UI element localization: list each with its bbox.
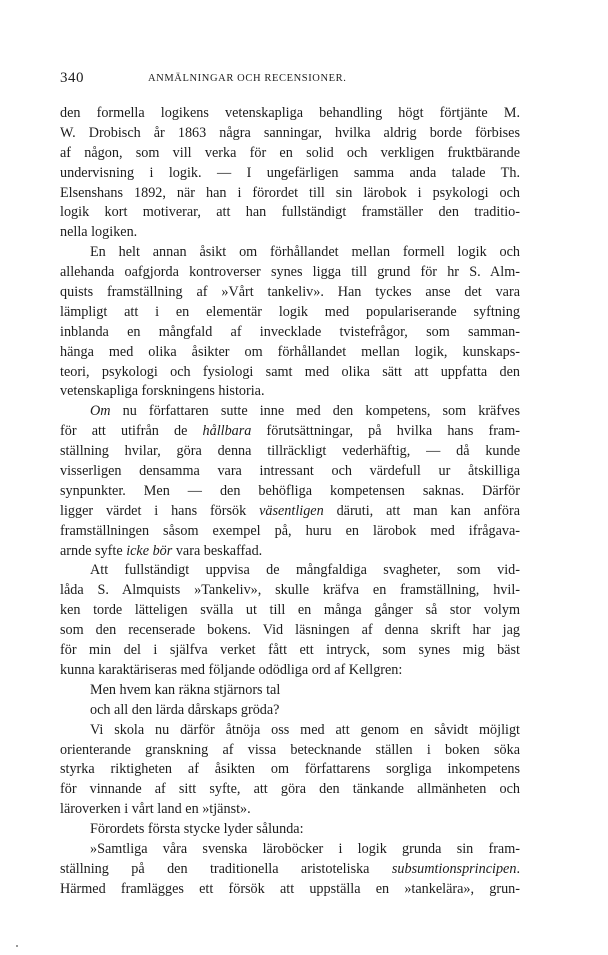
page-number: 340 [60, 70, 84, 86]
text-line [60, 502, 520, 522]
verse-line: Men hvem kan räkna stjärnors tal [90, 681, 281, 698]
text-line: Elsenshans 1892, när han i förordet till sin lärobok i psykologi och [60, 184, 520, 201]
text-line: ställning hvilar, göra denna tillräckligt vederhäftig, — då kunde [60, 443, 520, 460]
text-line: ken torde lätteligen svälla ut till en många gånger så stor volym [60, 602, 520, 619]
text-line: vetenskapliga forskningens historia. [60, 383, 265, 400]
text-line: Vi skola nu därför åtnöja oss med att genom en såvidt möjligt [90, 721, 520, 738]
text-run: arnde syfte [60, 542, 127, 559]
text-line: orienterande granskning af vissa betecknande ställen i boken söka [60, 741, 520, 758]
text-line: En helt annan åsikt om förhållandet mellan formell logik och [90, 244, 520, 261]
text-line: som den recenserade bokens. Vid läsningen af denna skrift har jag [60, 622, 520, 639]
italic-text: Om [90, 403, 111, 420]
text-run: förutsättningar, på hvilka hans fram- [251, 423, 520, 440]
text-line: teori, psykologi och fysiologi samt med olika sätt att uppfatta den [60, 363, 520, 380]
text-line: kunna karaktäriseras med följande odödliga ord af Kellgren: [60, 661, 403, 678]
text-line: Härmed framlägges ett försök att uppställa en »tankelära», grun- [60, 880, 520, 897]
text-run: för att utifrån de [60, 423, 203, 440]
text-line [60, 840, 520, 860]
text-line: undervisning i logik. — I ungefärligen samma anda talade Th. [60, 164, 520, 181]
text-run: nu författaren sutte inne med den kompetens, som kräfves [110, 403, 520, 420]
page-speck [16, 945, 18, 947]
text-line: styrka riktigheten af åsikten om författarens sorgliga inkompetens [60, 761, 520, 778]
text-line: inblanda en mångfald af invecklade tvistefrågor, som samman- [60, 323, 520, 340]
text-line: den formella logikens vetenskapliga behandling högt förtjänte M. [60, 105, 520, 121]
text-line: hänga med olika åsikter om förhållandet mellan logik, kunskaps- [60, 343, 520, 360]
text-line [60, 402, 520, 422]
text-line: quists framställning af »Vårt tankeliv». Han tyckes anse det vara [60, 284, 520, 301]
text-line [60, 542, 520, 562]
text-line: låda S. Almquists »Tankeliv», skulle kräfva en framställning, hvil- [60, 582, 520, 599]
italic-text: subsumtionsprincipen [391, 860, 517, 877]
text-line: Att fullständigt uppvisa de mångfaldiga svagheter, som vid- [90, 562, 520, 579]
text-line: framställningen såsom exempel på, huru en lärobok med ifrågava- [60, 522, 520, 539]
text-run: ligger värdet i hans försök [60, 502, 260, 519]
body-text [60, 104, 520, 900]
text-line: för min del i själfva verket fått ett intryck, som synes mig bäst [60, 642, 520, 659]
page-header [60, 70, 530, 90]
verse-line: och all den lärda dårskaps gröda? [90, 701, 280, 718]
text-line: logik kort motiverar, att han fullständigt framställer den traditio- [60, 204, 520, 221]
text-line: allehanda oafgjorda kontroverser synes ligga till grund för hr S. Alm- [60, 264, 520, 281]
italic-text: väsentligen [259, 502, 324, 519]
text-line: nella logiken. [60, 224, 138, 241]
text-line [60, 422, 520, 442]
text-line: W. Drobisch år 1863 några sanningar, hvilka aldrig borde förbises [60, 124, 520, 141]
text-run: ställning på den traditionella aristoteliska [60, 860, 392, 877]
running-head: ANMÄLNINGAR OCH RECENSIONER. [148, 73, 347, 84]
text-line: af någon, som vill verka för en solid och verkligen fruktbärande [60, 144, 520, 161]
text-line [60, 860, 520, 880]
text-line: Förordets första stycke lyder sålunda: [90, 821, 304, 838]
italic-text: hållbara [202, 423, 252, 440]
text-run: »Samtliga våra svenska läroböcker i logik grunda sin fram- [90, 840, 520, 857]
italic-text: icke bör [126, 542, 173, 559]
text-line: synpunkter. Men — den behöfliga kompetensen saknas. Därför [60, 482, 520, 499]
text-run: däruti, att man kan anföra [323, 502, 520, 519]
text-run: . [516, 860, 520, 877]
text-line: för vinnande af sitt syfte, att göra den tänkande allmänheten och [60, 781, 520, 798]
text-run: vara beskaffad. [172, 542, 263, 559]
text-line: läroverken i vårt land en »tjänst». [60, 801, 251, 818]
text-line: lämpligt att i en elementär logik med populariserande syftning [60, 303, 520, 320]
text-line: visserligen densamma vara intressant och värdefull ur åtskilliga [60, 463, 520, 480]
